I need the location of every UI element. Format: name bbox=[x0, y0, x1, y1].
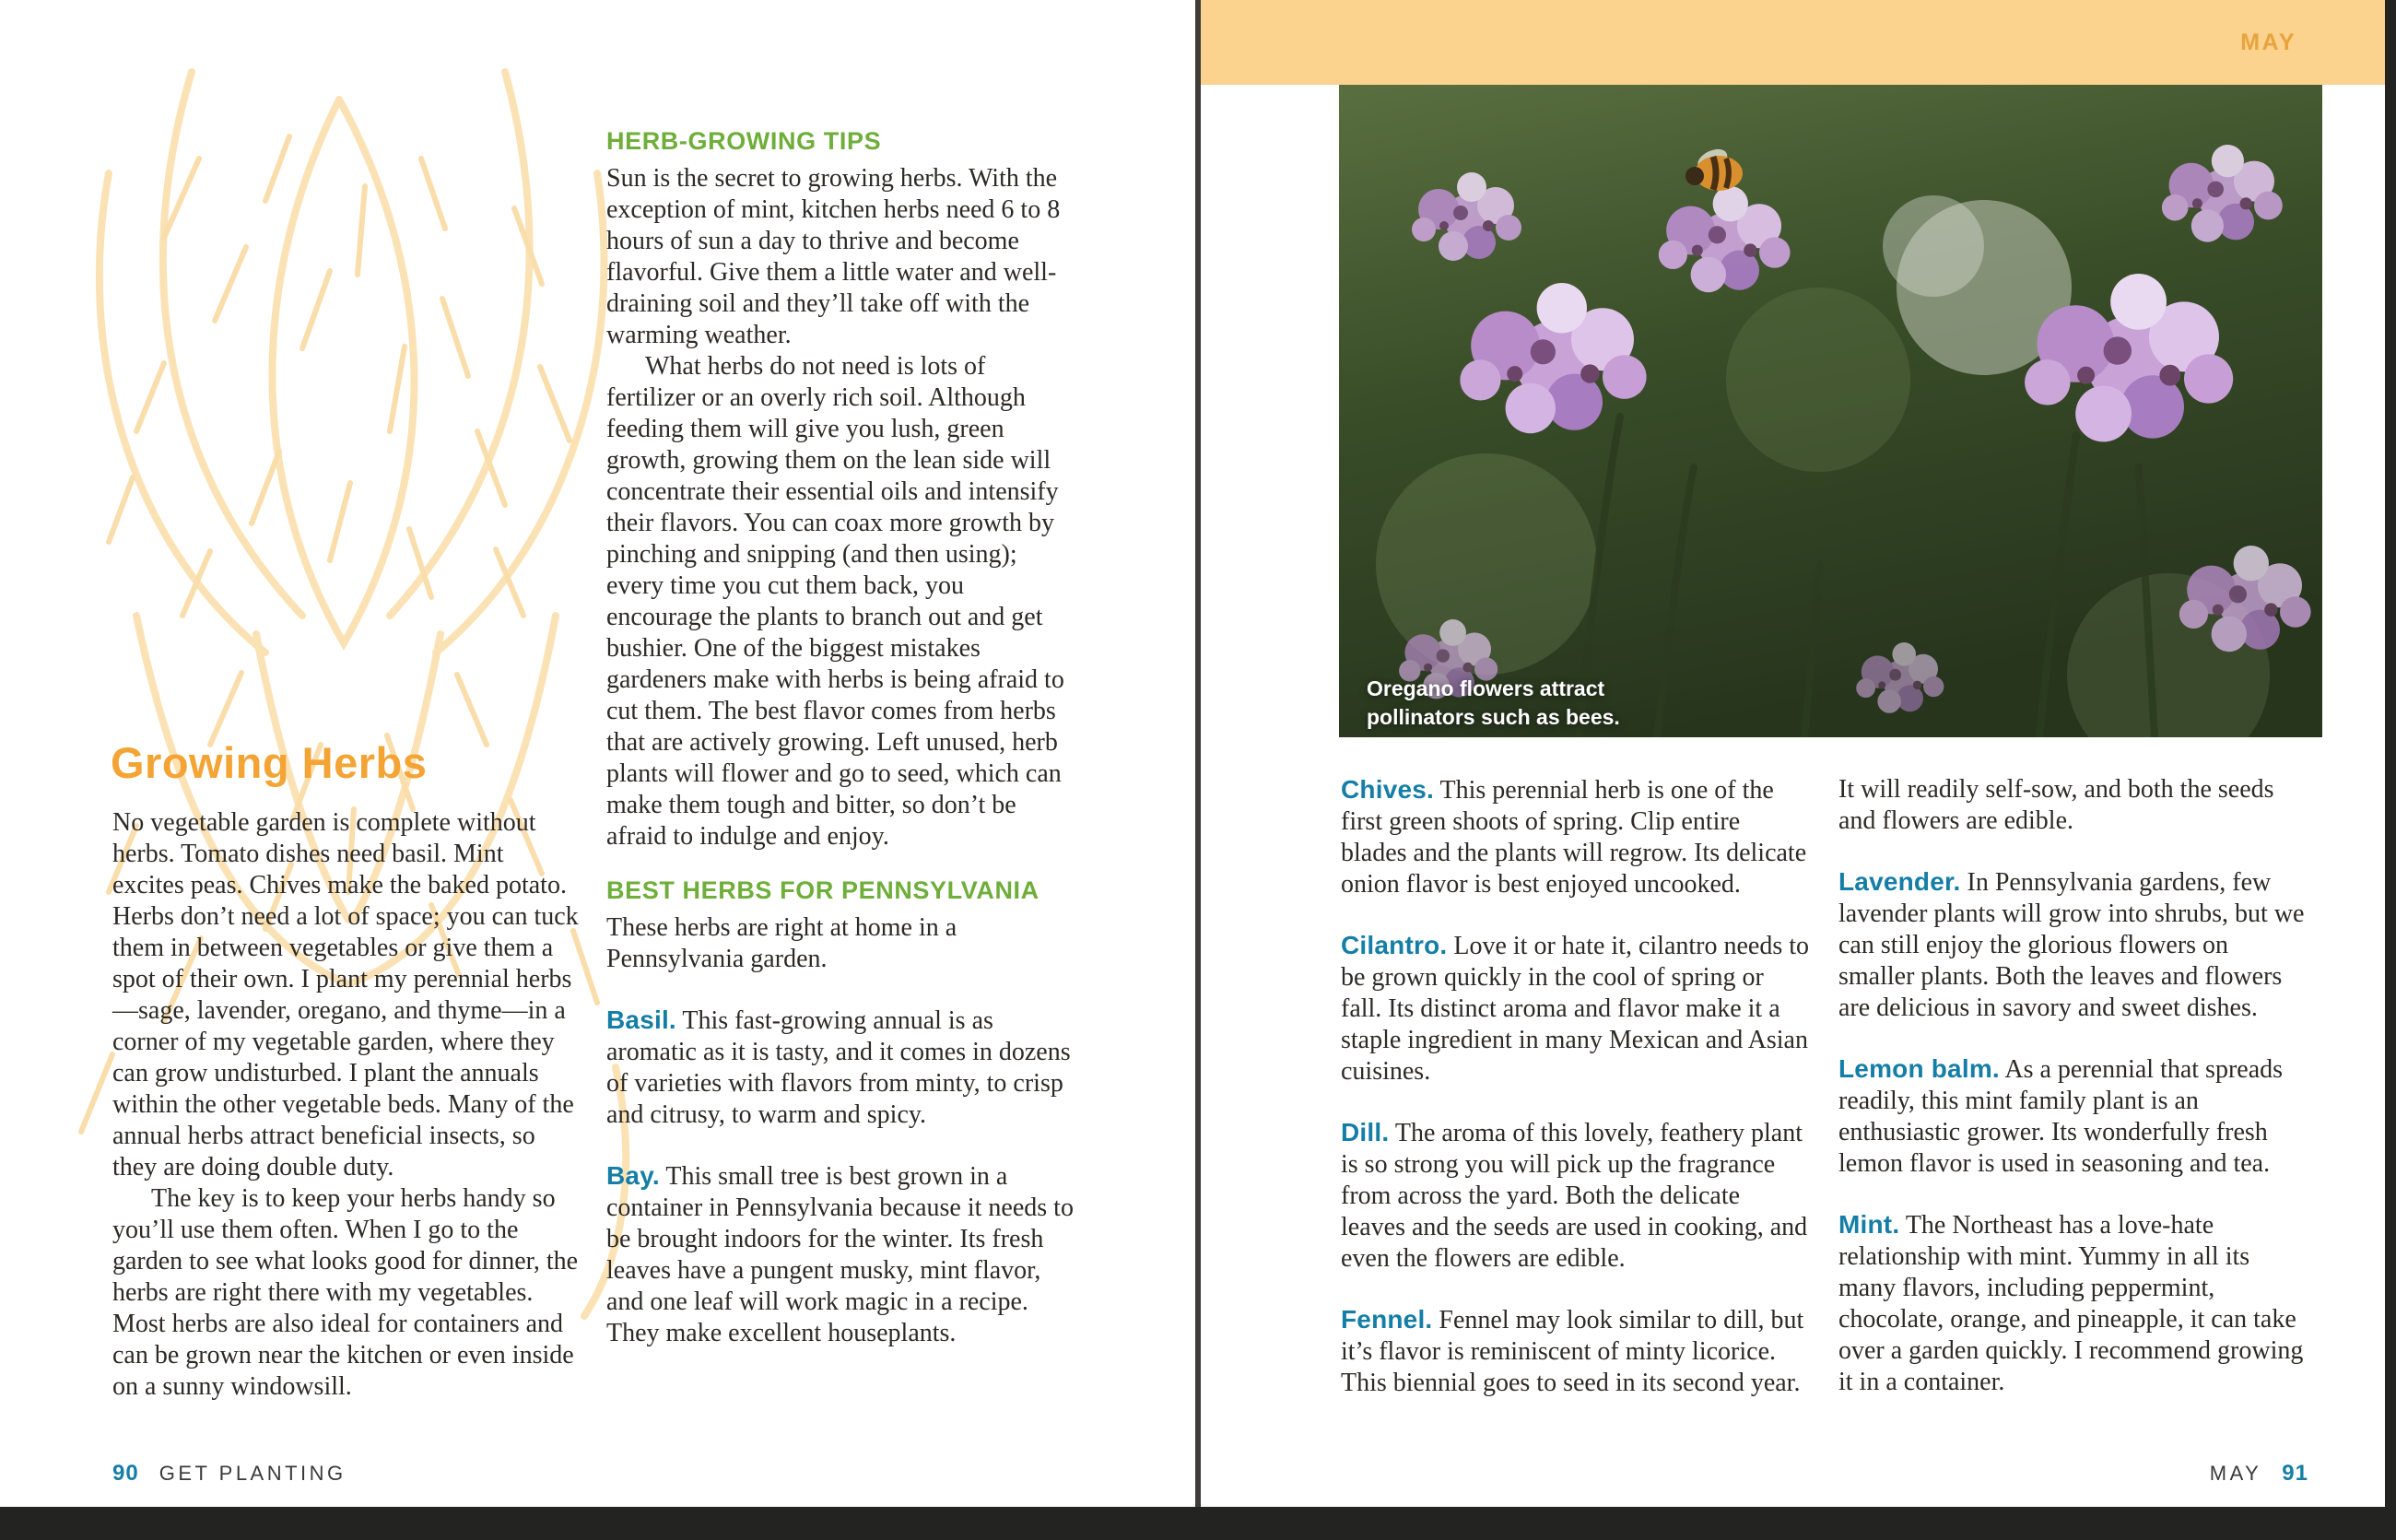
right-column-1 bbox=[1341, 774, 1811, 1399]
tips-heading: HERB-GROWING TIPS bbox=[606, 127, 882, 155]
herb-entry-cilantro bbox=[1341, 930, 1811, 1087]
herb-entry-basil bbox=[606, 1005, 1076, 1131]
herb-name-basil: Basil. bbox=[606, 1005, 676, 1034]
right-page-number: 91 bbox=[2282, 1461, 2308, 1486]
herb-text-chives: This perennial herb is one of the first green shoots of spring. Clip entire blades and the plants will regrow. Its delicate onion flavor is best enjoyed uncooked. bbox=[1341, 776, 1807, 899]
book-right-edge bbox=[2385, 0, 2396, 1540]
herb-text-cilantro: Love it or hate it, cilantro needs to be grown quickly in the cool of spring or fall. Its distinct aroma and flavor make it a staple ingredient in many Mexican and Asian cuisines. bbox=[1341, 932, 1810, 1086]
chapter-title: Growing Herbs bbox=[111, 738, 428, 787]
herb-name-chives: Chives. bbox=[1341, 775, 1434, 804]
herb-name-cilantro: Cilantro. bbox=[1341, 931, 1448, 959]
herb-text-basil: This fast-growing annual is as aromatic as it is tasty, and it comes in dozens of varieties with flavors from minty, to crisp and citrusy, to warm and spicy. bbox=[606, 1006, 1071, 1129]
herb-entry-fennel bbox=[1341, 1304, 1811, 1399]
book-bottom-edge bbox=[0, 1507, 2396, 1540]
oregano-photo bbox=[1339, 85, 2322, 737]
oregano-photo-art bbox=[1339, 85, 2322, 737]
herb-text-fennel: Fennel may look similar to dill, but it’s flavor is reminiscent of minty licorice. This biennial goes to seed in its second year. bbox=[1341, 1306, 1804, 1397]
herb-name-lemon-balm: Lemon balm. bbox=[1838, 1054, 2000, 1083]
intro-paragraph-2: The key is to keep your herbs handy so you’ll use them often. When I go to the garden to see what looks good for dinner, the herbs are right there with my vegetables. Most herbs are also ideal for containers and can be grown near the kitchen or even inside on a sunny windowsill. bbox=[112, 1184, 579, 1401]
right-column-2 bbox=[1838, 774, 2310, 1398]
page-gutter-line bbox=[1195, 0, 1201, 1540]
best-herbs-heading: BEST HERBS FOR PENNSYLVANIA bbox=[606, 876, 1039, 904]
left-section-label: GET PLANTING bbox=[159, 1462, 346, 1485]
intro-paragraph-1: No vegetable garden is complete without herbs. Tomato dishes need basil. Mint excites peas. Chives make the baked potato. Herbs don’t need a lot of space; you can tuck them in between vegetables or give them a spot of their own. I plant my perennial herbs—sage, lavender, oregano, and thyme—in a corner of my vegetable garden, where they can grow undisturbed. I plant the annuals within the other vegetable beds. Many of the annual herbs attract beneficial insects, so they are doing double duty. bbox=[112, 808, 579, 1181]
tips-paragraph-1: Sun is the secret to growing herbs. With the exception of mint, kitchen herbs need 6 to 8 hours of sun a day to thrive and become flavorful. Give them a little water and well-draining soil and they’ll take off with the warming weather. bbox=[606, 164, 1061, 349]
fennel-continuation: It will readily self-sow, and both the seeds and flowers are edible. bbox=[1838, 775, 2274, 835]
herb-name-dill: Dill. bbox=[1341, 1118, 1390, 1146]
herb-text-bay: This small tree is best grown in a container in Pennsylvania because it needs to be brought indoors for the winter. Its fresh leaves have a pungent musky, mint flavor, and one leaf will work magic in a recipe. They make excellent houseplants. bbox=[606, 1162, 1074, 1347]
herb-tips-column bbox=[606, 127, 1076, 1349]
right-footer bbox=[2210, 1461, 2308, 1487]
herb-text-dill: The aroma of this lovely, feathery plant is so strong you will pick up the fragrance from across the yard. Both the delicate leaves and the seeds are used in cooking, and even the flowers are edible. bbox=[1341, 1119, 1808, 1273]
herb-entry-dill bbox=[1341, 1117, 1811, 1275]
herb-text-lavender: In Pennsylvania gardens, few lavender plants will grow into shrubs, but we can still enjoy the glorious flowers on smaller plants. Both the leaves and flowers are delicious in savory and sweet dishes. bbox=[1838, 868, 2305, 1022]
herb-name-lavender: Lavender. bbox=[1838, 867, 1961, 896]
right-section-label: MAY bbox=[2209, 1462, 2262, 1485]
herb-entry-mint bbox=[1838, 1209, 2310, 1398]
herb-entry-bay bbox=[606, 1160, 1076, 1349]
photo-caption bbox=[1367, 675, 1643, 732]
tips-paragraph-2: What herbs do not need is lots of fertilizer or an overly rich soil. Although feeding them will give you lush, green growth, growing them on the lean side will concentrate their essential oils and intensify their flavors. You can coax more growth by pinching and snipping (and then using); every time you cut them back, you encourage the plants to branch out and get bushier. One of the biggest mistakes gardeners make with herbs is being afraid to cut them. The best flavor comes from herbs that are actively growing. Left unused, herb plants will flower and go to seed, which can make them tough and bitter, so don’t be afraid to indulge and enjoy. bbox=[606, 352, 1064, 851]
herb-name-mint: Mint. bbox=[1838, 1210, 1900, 1239]
herb-name-fennel: Fennel. bbox=[1341, 1305, 1433, 1334]
herb-name-bay: Bay. bbox=[606, 1161, 660, 1190]
best-herbs-intro: These herbs are right at home in a Pennsylvania garden. bbox=[606, 913, 957, 973]
left-page-number: 90 bbox=[112, 1461, 139, 1486]
herb-text-mint: The Northeast has a love-hate relationship with mint. Yummy in all its many flavors, including peppermint, chocolate, orange, and pineapple, it can take over a garden quickly. I recommend growing it in a container. bbox=[1838, 1211, 2304, 1396]
herb-entry-lavender bbox=[1838, 866, 2310, 1024]
left-footer bbox=[112, 1461, 346, 1487]
photo-caption-line2: pollinators such as bees. bbox=[1367, 705, 1620, 729]
herb-text-lemon-balm: As a perennial that spreads readily, this mint family plant is an enthusiastic grower. Its wonderfully fresh lemon flavor is used in seasoning and tea. bbox=[1838, 1055, 2284, 1178]
month-tab-label: MAY bbox=[2240, 29, 2296, 55]
left-intro-column bbox=[112, 807, 581, 1403]
photo-caption-line1: Oregano flowers attract bbox=[1367, 676, 1605, 700]
month-tab-band bbox=[1201, 0, 2396, 85]
herb-entry-lemon-balm bbox=[1838, 1053, 2310, 1180]
herb-entry-chives bbox=[1341, 774, 1811, 900]
